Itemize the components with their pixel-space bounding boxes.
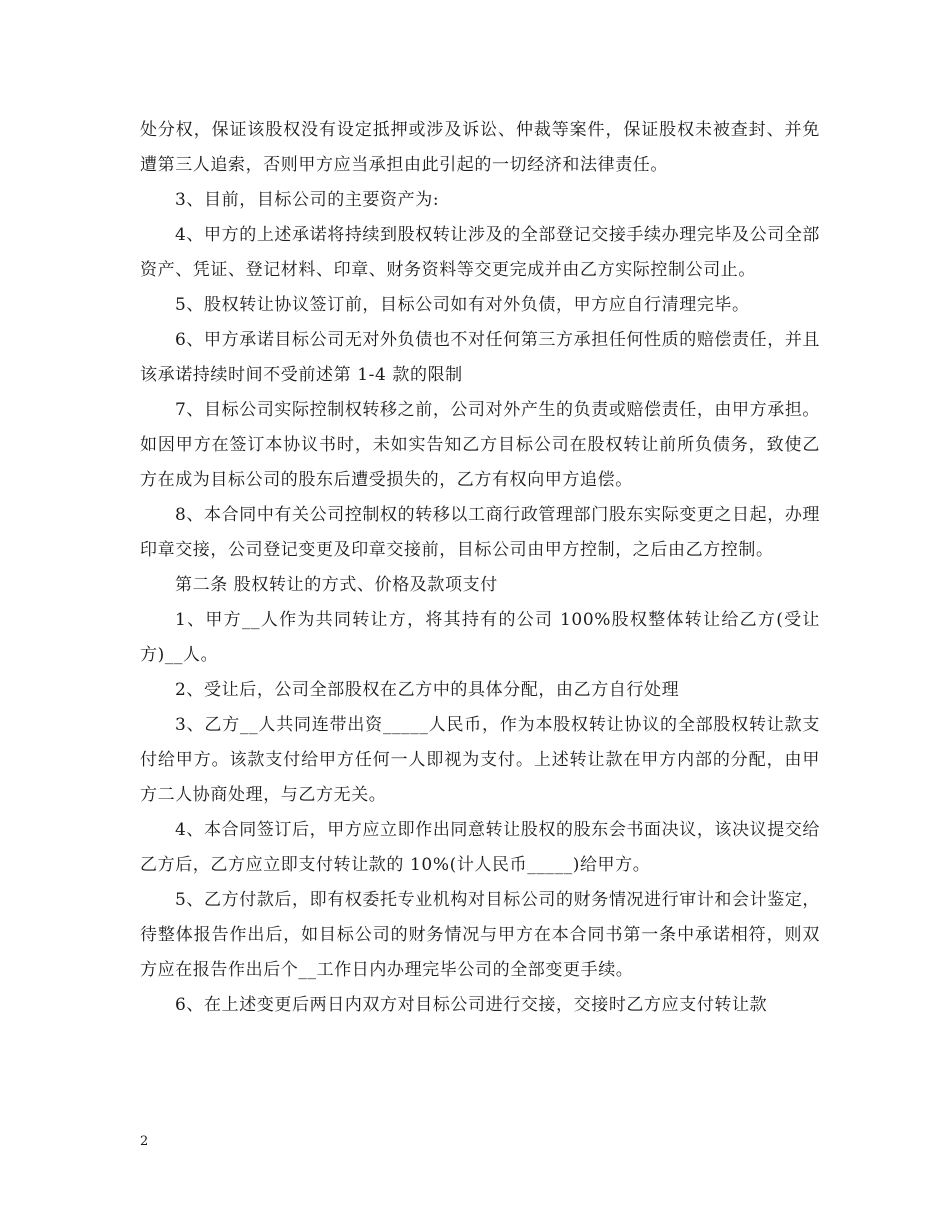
paragraph: 4、甲方的上述承诺将持续到股权转让涉及的全部登记交接手续办理完毕及公司全部资产、凭证、登记材料、印章、财务资料等交更完成并由乙方实际控制公司止。 bbox=[140, 225, 821, 280]
paragraph: 3、乙方__人共同连带出资_____人民币，作为本股权转让协议的全部股权转让款支付给甲方。该款支付给甲方任何一人即视为支付。上述转让款在甲方内部的分配，由甲方二人协商处理，与乙方无关。 bbox=[140, 715, 820, 805]
paragraph: 第二条 股权转让的方式、价格及款项支付 bbox=[175, 575, 498, 595]
paragraph: 1、甲方__人作为共同转让方，将其持有的公司 100%股权整体转让给乙方(受让方)__人。 bbox=[140, 610, 820, 665]
paragraph: 2、受让后，公司全部股权在乙方中的具体分配，由乙方自行处理 bbox=[175, 680, 680, 700]
page-number: 2 bbox=[140, 1134, 149, 1149]
paragraph: 7、目标公司实际控制权转移之前，公司对外产生的负责或赔偿责任，由甲方承担。如因甲方在签订本协议书时，未如实告知乙方目标公司在股权转让前所负债务，致使乙方在成为目标公司的股东后遭受损失的，乙方有权向甲方追偿。 bbox=[140, 400, 821, 490]
paragraph: 5、乙方付款后，即有权委托专业机构对目标公司的财务情况进行审计和会计鉴定，待整体报告作出后，如目标公司的财务情况与甲方在本合同书第一条中承诺相符，则双方应在报告作出后个__工作日内办理完毕公司的全部变更手续。 bbox=[140, 890, 821, 980]
paragraph: 处分权，保证该股权没有设定抵押或涉及诉讼、仲裁等案件，保证股权未被查封、并免遭第三人追索，否则甲方应当承担由此引起的一切经济和法律责任。 bbox=[140, 120, 820, 175]
paragraph: 4、本合同签订后，甲方应立即作出同意转让股权的股东会书面决议，该决议提交给乙方后，乙方应立即支付转让款的 10%(计人民币_____)给甲方。 bbox=[140, 820, 821, 875]
paragraph: 6、在上述变更后两日内双方对目标公司进行交接，交接时乙方应支付转让款 bbox=[175, 995, 768, 1015]
paragraph: 5、股权转让协议签订前，目标公司如有对外负债，甲方应自行清理完毕。 bbox=[175, 295, 750, 315]
paragraph: 3、目前，目标公司的主要资产为: bbox=[175, 190, 440, 210]
paragraph: 8、本合同中有关公司控制权的转移以工商行政管理部门股东实际变更之日起，办理印章交接，公司登记变更及印章交接前，目标公司由甲方控制，之后由乙方控制。 bbox=[140, 505, 821, 560]
paragraph: 6、甲方承诺目标公司无对外负债也不对任何第三方承担任何性质的赔偿责任，并且该承诺持续时间不受前述第 1-4 款的限制 bbox=[140, 330, 821, 385]
document-body bbox=[140, 113, 820, 1023]
